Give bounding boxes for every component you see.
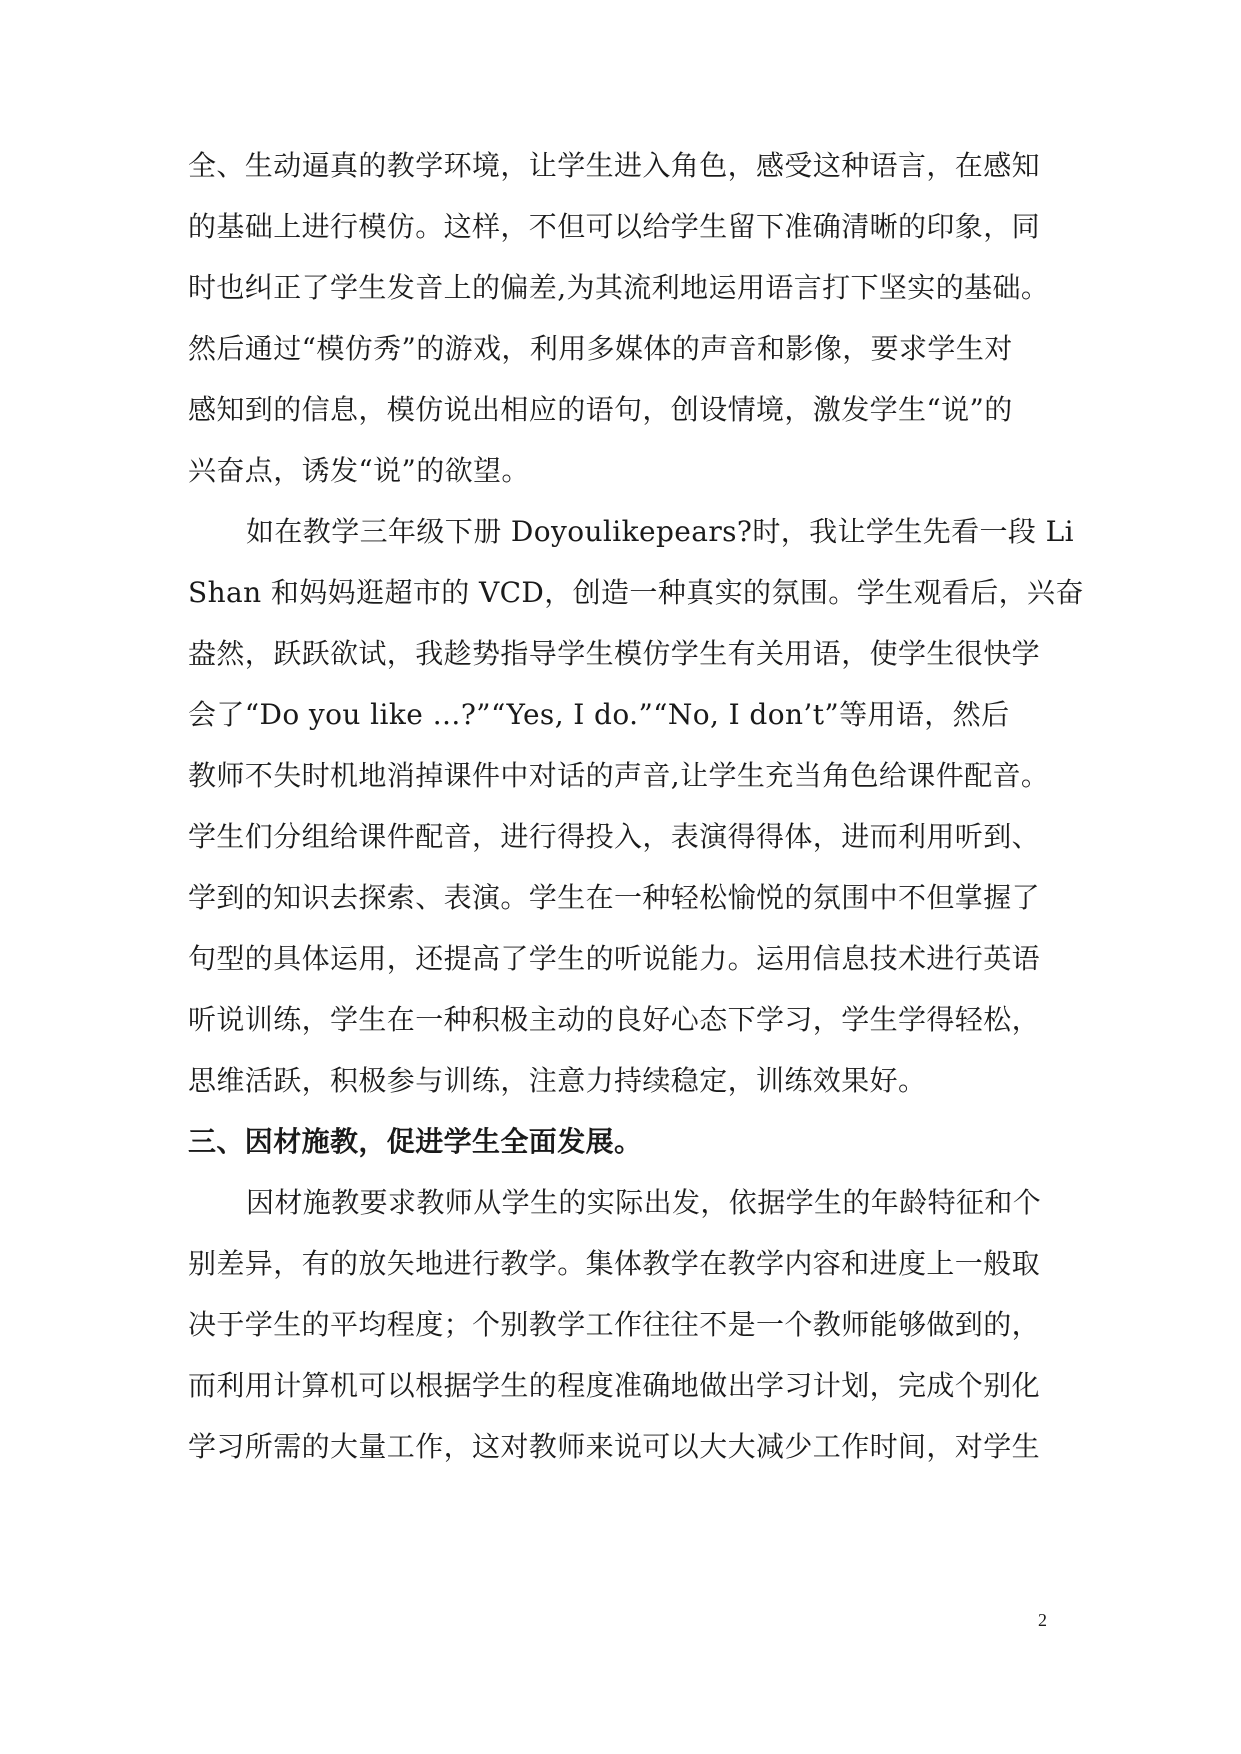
- paragraph-1-line-3: 时也纠正了学生发音上的偏差,为其流利地运用语言打下坚实的基础。: [188, 271, 1050, 304]
- paragraph-2-line-9: 听说训练，学生在一种积极主动的良好心态下学习，学生学得轻松，: [188, 1003, 1041, 1036]
- paragraph-3-line-5: 学习所需的大量工作，这对教师来说可以大大减少工作时间，对学生: [188, 1430, 1041, 1463]
- paragraph-3-line-4: 而利用计算机可以根据学生的程度准确地做出学习计划，完成个别化: [188, 1369, 1041, 1402]
- paragraph-2-line-2: Shan 和妈妈逛超市的 VCD，创造一种真实的氛围。学生观看后，兴奋: [188, 576, 1084, 609]
- paragraph-3-line-2: 别差异，有的放矢地进行教学。集体教学在教学内容和进度上一般取: [188, 1247, 1041, 1280]
- section-heading: 三、因材施教，促进学生全面发展。: [188, 1125, 643, 1158]
- paragraph-1-line-4: 然后通过“模仿秀”的游戏，利用多媒体的声音和影像，要求学生对: [188, 332, 1013, 365]
- paragraph-2-line-8: 句型的具体运用，还提高了学生的听说能力。运用信息技术进行英语: [188, 942, 1041, 975]
- paragraph-1-line-2: 的基础上进行模仿。这样，不但可以给学生留下准确清晰的印象，同: [188, 210, 1041, 243]
- paragraph-2-line-3: 盎然，跃跃欲试，我趁势指导学生模仿学生有关用语，使学生很快学: [188, 637, 1041, 670]
- paragraph-2-line-1: 如在教学三年级下册 Doyoulikepears?时，我让学生先看一段 Li: [246, 515, 1074, 548]
- paragraph-1-line-5: 感知到的信息，模仿说出相应的语句，创设情境，激发学生“说”的: [188, 393, 1013, 426]
- paragraph-3-line-1: 因材施教要求教师从学生的实际出发，依据学生的年龄特征和个: [246, 1186, 1042, 1219]
- page-number: 2: [1038, 1610, 1047, 1630]
- paragraph-1-line-6: 兴奋点，诱发“说”的欲望。: [188, 454, 530, 487]
- paragraph-1-line-1: 全、生动逼真的教学环境，让学生进入角色，感受这种语言，在感知: [188, 149, 1041, 182]
- paragraph-2-line-7: 学到的知识去探索、表演。学生在一种轻松愉悦的氛围中不但掌握了: [188, 881, 1041, 914]
- paragraph-2-line-6: 学生们分组给课件配音，进行得投入，表演得得体，进而利用听到、: [188, 820, 1041, 853]
- paragraph-2-line-4: 会了“Do you like …?”“Yes, I do.”“No, I don’t”等用语，然后: [188, 698, 1010, 731]
- paragraph-2-line-5: 教师不失时机地消掉课件中对话的声音,让学生充当角色给课件配音。: [188, 759, 1050, 792]
- paragraph-2-line-10: 思维活跃，积极参与训练，注意力持续稳定，训练效果好。: [188, 1064, 927, 1097]
- paragraph-3-line-3: 决于学生的平均程度；个别教学工作往往不是一个教师能够做到的，: [188, 1308, 1041, 1341]
